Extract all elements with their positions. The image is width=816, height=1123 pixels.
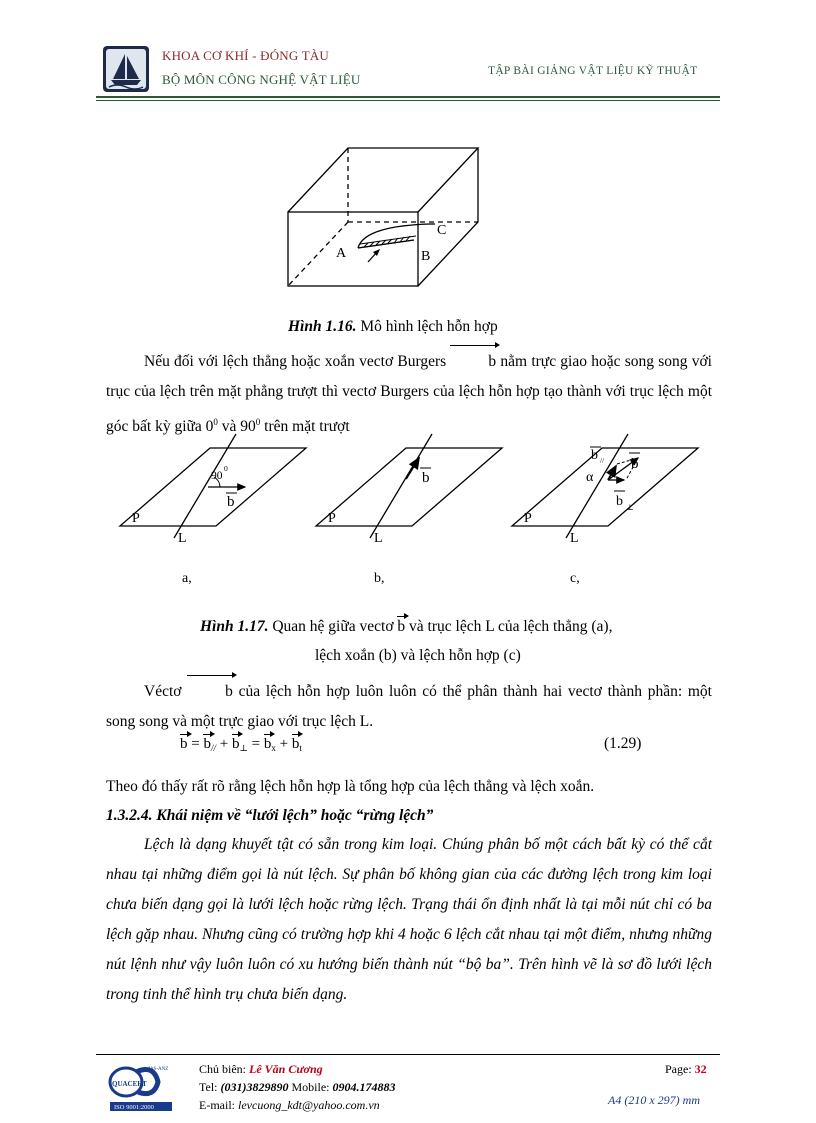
figure-1-16 <box>280 140 500 300</box>
svg-text:P: P <box>132 511 140 526</box>
svg-text:b: b <box>631 456 639 472</box>
quacert-logo <box>106 1062 178 1112</box>
figure-1-16-caption: Hình 1.16. Mô hình lệch hỗn hợp <box>288 318 498 335</box>
header-subdepartment: BỘ MÔN CÔNG NGHỆ VẬT LIỆU <box>162 72 361 87</box>
svg-text:b: b <box>422 470 430 486</box>
school-logo <box>103 46 149 92</box>
svg-text:ISO 9001:2000: ISO 9001:2000 <box>114 1104 154 1111</box>
header-department: KHOA CƠ KHÍ - ĐÓNG TÀU <box>162 48 330 63</box>
svg-text:c,: c, <box>570 571 580 586</box>
equation-1-29: $b = b_{//} + b_\perp = b_x + b_t$ <box>180 736 302 753</box>
svg-text:L: L <box>570 531 579 546</box>
footer-phone: Tel: (031)3829890 Mobile: 0904.174883 <box>199 1080 396 1094</box>
figure-1-17 <box>110 428 710 588</box>
svg-text:b: b <box>591 448 598 463</box>
paragraph-1: Nếu đối với lệch thẳng hoặc xoắn vectơ Burgers b nằm trực giao hoặc song song với trục của lệch trên mặt phẳng trượt thì vectơ Burgers của lệch hỗn hợp tạo thành với trục lệch một góc bất kỳ giữa $0^0$ và $90^0$ trên mặt trượt <box>106 347 712 442</box>
footer-editor: Chủ biên: Lê Văn Cương <box>199 1062 323 1076</box>
header-book-title: TẬP BÀI GIẢNG VẬT LIỆU KỸ THUẬT <box>488 65 698 77</box>
svg-text:L: L <box>178 531 187 546</box>
footer-email[interactable]: E-mail: levcuong_kdt@yahoo.com.vn <box>199 1098 380 1112</box>
svg-text:QUACERT: QUACERT <box>112 1080 147 1088</box>
label-a: A <box>336 246 347 261</box>
svg-text:⊥: ⊥ <box>626 503 634 512</box>
svg-text:JAS-ANZ: JAS-ANZ <box>148 1067 169 1072</box>
equation-number: (1.29) <box>604 735 642 752</box>
svg-text:P: P <box>328 511 336 526</box>
paper-size: A4 (210 x 297) mm <box>608 1093 700 1107</box>
figure-1-17-caption: Hình 1.17. Quan hệ giữa vectơ b và trục lệch L của lệch thẳng (a), <box>200 618 613 635</box>
header-rule-thin <box>96 100 720 101</box>
svg-text:b,: b, <box>374 571 385 586</box>
svg-text:b: b <box>616 494 623 509</box>
angle-label: 90 <box>211 470 223 482</box>
alpha-label: α <box>586 470 594 485</box>
vector-b-label: b <box>227 494 235 510</box>
paragraph-2: Véctơ b của lệch hỗn hợp luôn luôn có thể phân thành hai vectơ thành phần: một song song và một trực giao với trục lệch L. <box>106 677 712 737</box>
page-number: Page: 32 <box>665 1062 707 1076</box>
figure-1-17-caption-line2: lệch xoắn (b) và lệch hỗn hợp (c) <box>315 647 521 664</box>
label-b: B <box>421 249 431 264</box>
section-heading: 1.3.2.4. Khái niệm về “lưới lệch” hoặc “rừng lệch” <box>106 807 434 824</box>
svg-text:L: L <box>374 531 383 546</box>
footer-rule <box>96 1054 720 1055</box>
label-c: C <box>437 223 447 238</box>
svg-text:P: P <box>524 511 532 526</box>
svg-text:a,: a, <box>182 571 192 586</box>
svg-text://: // <box>600 457 604 465</box>
paragraph-4: Lệch là dạng khuyết tật có sẵn trong kim loại. Chúng phân bố một cách bất kỳ có thể cắt nhau tại những điểm gọi là nút lệch. Sự phân bố không gian của các đường lệch trong kim loại chưa biến dạng gọi là lưới lệch hoặc rừng lệch. Trạng thái ổn định nhất là tại mỗi nút chỉ có ba lệch gặp nhau. Nhưng cũng có trường hợp khi 4 hoặc 6 lệch cắt nhau tại một điểm, nhưng những nút lệnh như vậy luôn luôn có xu hướng biến thành nút “bộ ba”. Trên hình vẽ là sơ đồ lưới lệch trong tinh thể hình trụ chưa biến dạng. <box>106 836 712 1003</box>
svg-text:0: 0 <box>224 464 228 473</box>
paragraph-3: Theo đó thấy rất rõ rằng lệch hỗn hợp là tổng hợp của lệch thẳng và lệch xoắn. <box>106 778 595 795</box>
header-rule <box>96 96 720 98</box>
